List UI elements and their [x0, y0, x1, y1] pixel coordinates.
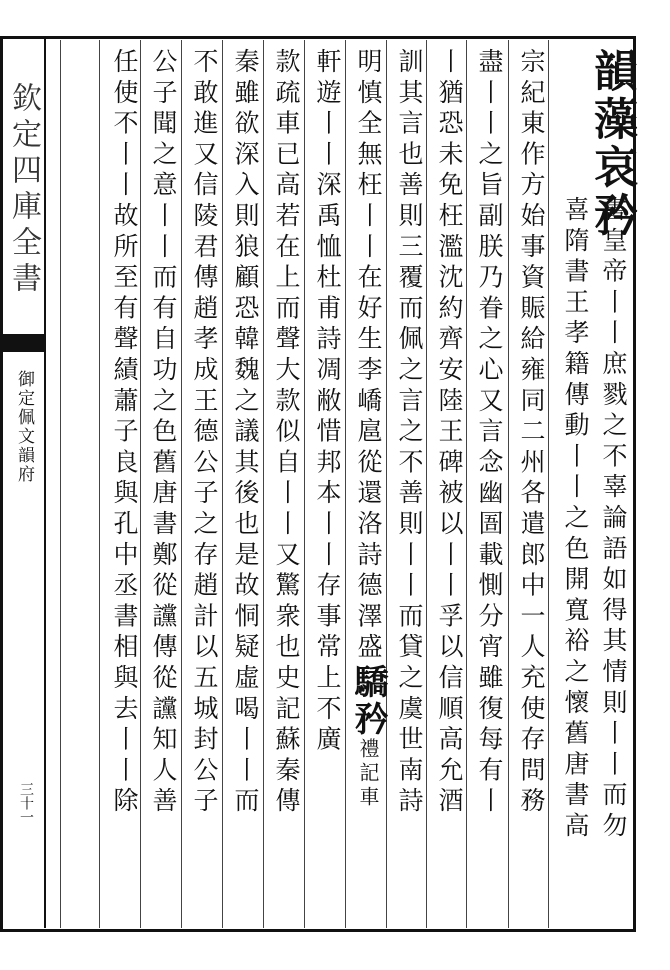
- column-lead: 喜: [561, 196, 590, 227]
- text-column-6: [390, 48, 428, 928]
- column-text: 宗紀東作方始事資賑給雍同二州各遣郎中一人充使存問務: [517, 48, 546, 818]
- text-column-9: [267, 48, 305, 928]
- text-column-8: [308, 48, 346, 928]
- column-text: 軒遊丨丨深禹恤杜甫詩凋敝惜邦本丨丨存事常: [313, 48, 342, 664]
- margin-book-title: 御定佩文韻府: [14, 370, 34, 484]
- column-tail: 上不廣: [313, 664, 342, 757]
- margin-collection-title: 欽定四庫全書: [6, 82, 41, 298]
- text-column-11: [185, 48, 223, 928]
- column-text: 丨猶恐未免枉濫沈約齊安陸王碑被以丨丨孚以信順高允酒: [435, 48, 464, 818]
- tail-spacer: [46, 48, 62, 928]
- column-text: 書皇帝丨丨庶戮之不辜論語如得其情則丨丨而勿: [599, 196, 628, 843]
- column-text: 不敢進又信陵君傳趙孝成王德公子之存趙計以五城封公子: [190, 48, 219, 818]
- text-column-1-body: [594, 196, 632, 928]
- column-text: 款疏車已高若在上而聲大款似自丨丨又驚衆也史記蘇秦傳: [272, 48, 301, 818]
- text-column-13: [105, 48, 143, 928]
- column-text: 公子聞之意丨丨而有自功之色舊唐書鄭從讜傳從讜知人善: [149, 48, 178, 818]
- section-heading: 韻藻哀矜: [586, 48, 637, 240]
- column-text: 秦雖欲深入則狼顧恐韓魏之議其後也是故恫疑虛喝丨丨而: [231, 48, 260, 818]
- column-text: 盡丨丨之旨副朕乃眷之心又言念幽圄載惻分宵雖復每有丨: [475, 48, 504, 818]
- column-rule: [99, 40, 100, 928]
- sub-heading: 驕矜: [348, 664, 388, 738]
- text-column-3: [512, 48, 550, 928]
- text-column-7: [349, 48, 387, 928]
- column-text: 明慎全無枉丨丨在好生李嶠扈從還洛詩德澤盛: [354, 48, 383, 664]
- column-text: 任使不丨丨故所至有聲績蕭子良與孔中丞書相與去丨丨除: [110, 48, 139, 818]
- margin-page-number: 三十一: [18, 782, 34, 824]
- column-text: 隋書王孝籍傳動丨丨之色開寬裕之懷舊唐書高: [561, 226, 590, 843]
- text-column-10: [226, 48, 264, 928]
- text-column-4: [470, 48, 508, 928]
- text-column-12: [144, 48, 182, 928]
- text-column-5: [430, 48, 468, 928]
- column-rule: [508, 40, 509, 928]
- text-column-2: [556, 196, 594, 928]
- sub-heading-note: 禮記車: [356, 738, 380, 810]
- column-text: 訓其言也善則三覆而佩之言之不善則丨丨而貸之虞世南詩: [395, 48, 424, 818]
